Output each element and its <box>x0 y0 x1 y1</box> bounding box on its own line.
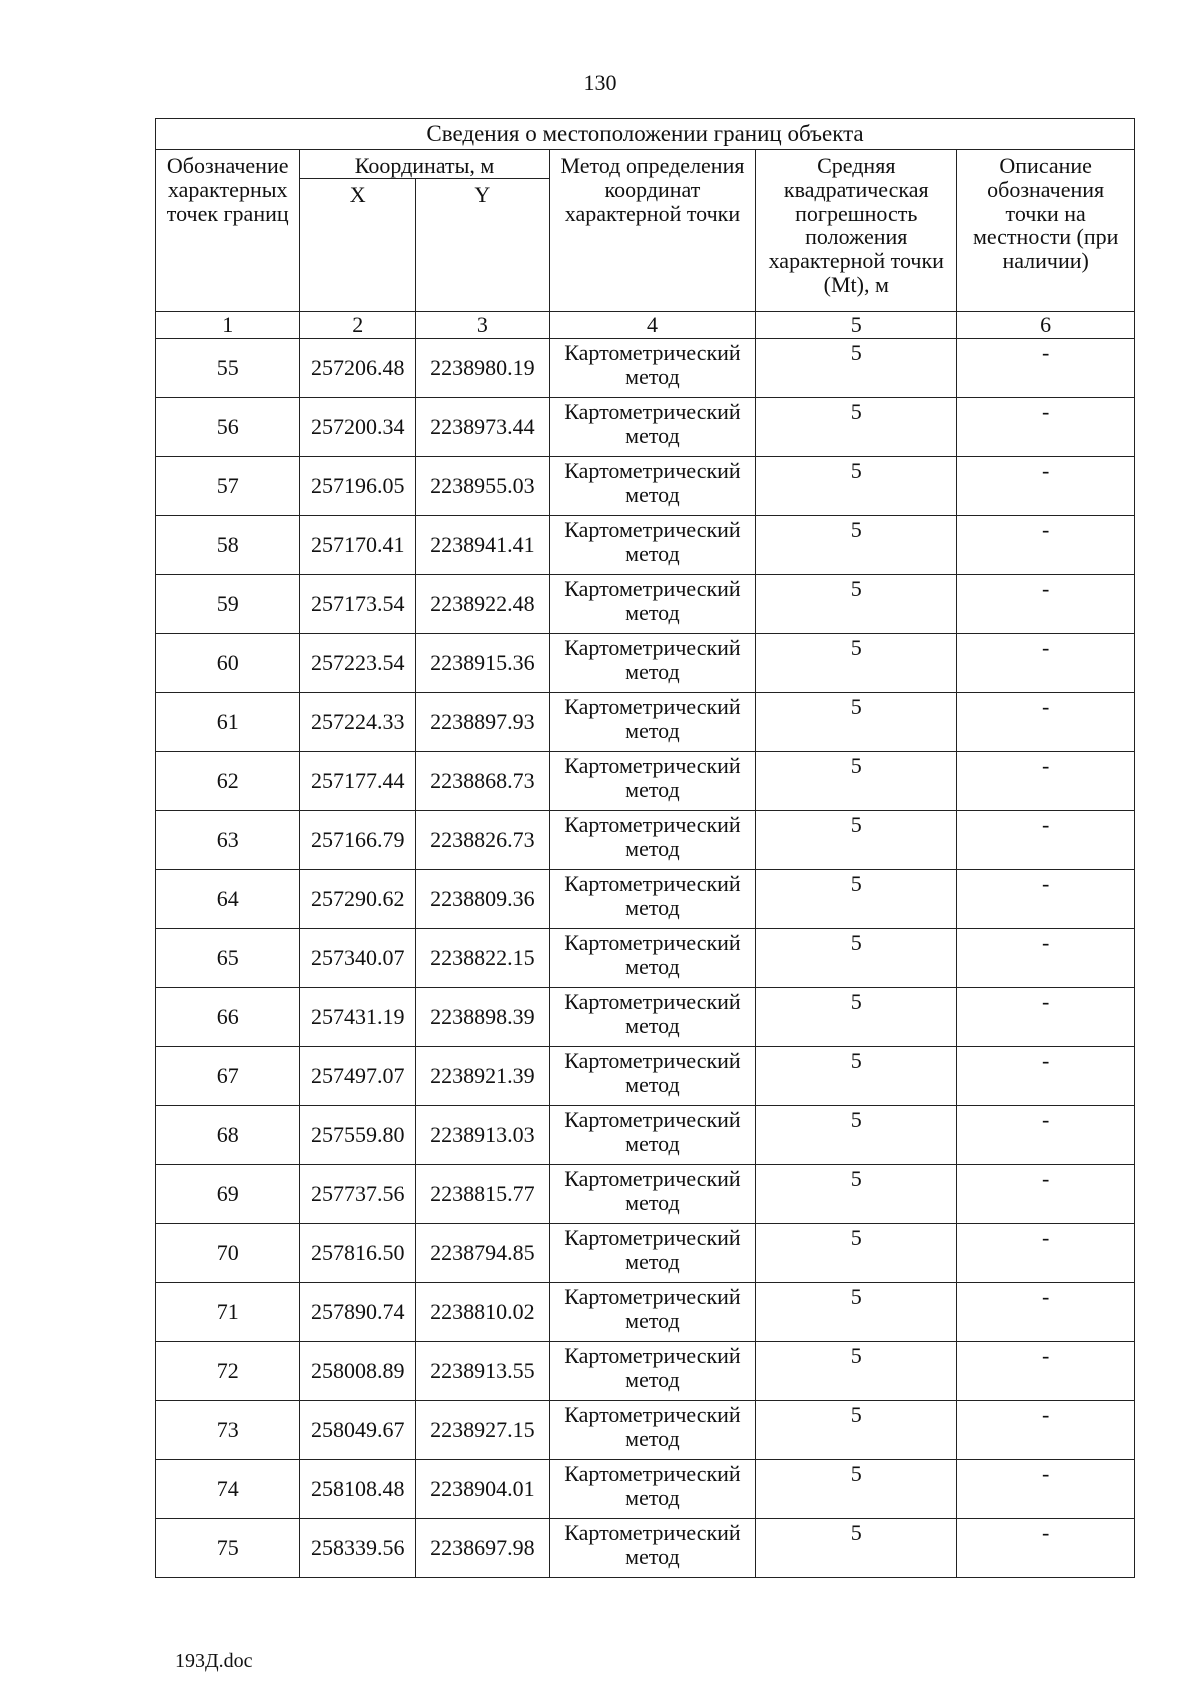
description-cell: - <box>957 338 1135 397</box>
method-line-1: Картометрический <box>564 1519 741 1545</box>
table-row <box>156 633 1135 692</box>
method-cell <box>549 1223 755 1282</box>
table-row <box>156 338 1135 397</box>
point-id-cell: 55 <box>156 338 300 397</box>
method-line-1: Картометрический <box>564 1342 741 1368</box>
method-line-2: метод <box>625 1543 680 1569</box>
table-title-text: Сведения о местоположении границ объекта <box>426 120 864 146</box>
method-line-2: метод <box>625 1484 680 1510</box>
table-title <box>156 119 1135 150</box>
description-cell: - <box>957 692 1135 751</box>
description-cell: - <box>957 810 1135 869</box>
mean-error-cell: 5 <box>756 574 957 633</box>
table-row <box>156 1518 1135 1577</box>
x-coordinate-cell: 257737.56 <box>300 1164 416 1223</box>
description-cell: - <box>957 751 1135 810</box>
table-row <box>156 1282 1135 1341</box>
header-coordinates: Координаты, м <box>300 150 549 179</box>
y-coordinate-cell: 2238697.98 <box>415 1518 549 1577</box>
footer-filename: 193Д.doc <box>175 1650 253 1672</box>
header-y <box>415 178 549 311</box>
mean-error-cell: 5 <box>756 1282 957 1341</box>
point-id-cell: 60 <box>156 633 300 692</box>
x-coordinate-cell: 257816.50 <box>300 1223 416 1282</box>
method-cell <box>549 338 755 397</box>
y-coordinate-cell: 2238904.01 <box>415 1459 549 1518</box>
mean-error-cell: 5 <box>756 397 957 456</box>
y-coordinate-cell: 2238794.85 <box>415 1223 549 1282</box>
method-line-2: метод <box>625 1248 680 1274</box>
description-cell: - <box>957 515 1135 574</box>
method-cell <box>549 869 755 928</box>
x-coordinate-cell: 257890.74 <box>300 1282 416 1341</box>
y-coordinate-cell: 2238973.44 <box>415 397 549 456</box>
point-id-cell: 59 <box>156 574 300 633</box>
x-coordinate-cell: 257290.62 <box>300 869 416 928</box>
method-cell <box>549 692 755 751</box>
column-number: 6 <box>957 311 1135 338</box>
y-coordinate-cell: 2238897.93 <box>415 692 549 751</box>
y-coordinate-cell: 2238809.36 <box>415 869 549 928</box>
header-x <box>300 178 416 311</box>
method-line-2: метод <box>625 658 680 684</box>
description-cell: - <box>957 1400 1135 1459</box>
y-coordinate-cell: 2238913.55 <box>415 1341 549 1400</box>
x-coordinate-cell: 257166.79 <box>300 810 416 869</box>
point-id-cell: 67 <box>156 1046 300 1105</box>
point-id-cell: 64 <box>156 869 300 928</box>
method-line-1: Картометрический <box>564 457 741 483</box>
mean-error-cell: 5 <box>756 1164 957 1223</box>
y-coordinate-cell: 2238980.19 <box>415 338 549 397</box>
mean-error-cell: 5 <box>756 692 957 751</box>
method-cell <box>549 987 755 1046</box>
method-line-2: метод <box>625 717 680 743</box>
x-coordinate-cell: 257559.80 <box>300 1105 416 1164</box>
description-cell: - <box>957 1164 1135 1223</box>
x-coordinate-cell: 257223.54 <box>300 633 416 692</box>
description-cell: - <box>957 456 1135 515</box>
point-id-cell: 57 <box>156 456 300 515</box>
x-coordinate-cell: 257196.05 <box>300 456 416 515</box>
y-coordinate-cell: 2238822.15 <box>415 928 549 987</box>
point-id-cell: 75 <box>156 1518 300 1577</box>
x-coordinate-cell: 257431.19 <box>300 987 416 1046</box>
x-coordinate-cell: 257224.33 <box>300 692 416 751</box>
y-coordinate-cell: 2238826.73 <box>415 810 549 869</box>
header-y-label: Y <box>474 181 491 207</box>
header-method: Метод определения координат характерной точки <box>549 150 755 312</box>
method-cell <box>549 810 755 869</box>
table-row <box>156 1164 1135 1223</box>
x-coordinate-cell: 257177.44 <box>300 751 416 810</box>
table-row <box>156 810 1135 869</box>
method-cell <box>549 1282 755 1341</box>
header-x-label: X <box>349 181 366 207</box>
y-coordinate-cell: 2238955.03 <box>415 456 549 515</box>
table-title-row <box>156 119 1135 150</box>
point-id-cell: 63 <box>156 810 300 869</box>
method-cell <box>549 1518 755 1577</box>
table-row <box>156 692 1135 751</box>
method-line-2: метод <box>625 776 680 802</box>
table-row <box>156 928 1135 987</box>
point-id-cell: 73 <box>156 1400 300 1459</box>
table-row <box>156 1459 1135 1518</box>
method-line-2: метод <box>625 422 680 448</box>
table-row <box>156 987 1135 1046</box>
method-line-2: метод <box>625 1012 680 1038</box>
point-id-cell: 62 <box>156 751 300 810</box>
page-number: 130 <box>583 70 617 95</box>
point-id-cell: 69 <box>156 1164 300 1223</box>
method-line-2: метод <box>625 481 680 507</box>
x-coordinate-cell: 257206.48 <box>300 338 416 397</box>
column-number: 2 <box>300 311 416 338</box>
method-cell <box>549 751 755 810</box>
method-cell <box>549 1105 755 1164</box>
point-id-cell: 65 <box>156 928 300 987</box>
method-cell <box>549 1341 755 1400</box>
point-id-cell: 58 <box>156 515 300 574</box>
y-coordinate-cell: 2238815.77 <box>415 1164 549 1223</box>
column-number: 1 <box>156 311 300 338</box>
point-id-cell: 72 <box>156 1341 300 1400</box>
mean-error-cell: 5 <box>756 515 957 574</box>
header-description: Описание обозначения точки на местности (при наличии) <box>957 150 1135 312</box>
method-line-1: Картометрический <box>564 339 741 365</box>
column-number: 3 <box>415 311 549 338</box>
method-line-2: метод <box>625 599 680 625</box>
mean-error-cell: 5 <box>756 1223 957 1282</box>
method-line-1: Картометрический <box>564 870 741 896</box>
x-coordinate-cell: 257340.07 <box>300 928 416 987</box>
point-id-cell: 71 <box>156 1282 300 1341</box>
table-row <box>156 1223 1135 1282</box>
mean-error-cell: 5 <box>756 1400 957 1459</box>
y-coordinate-cell: 2238898.39 <box>415 987 549 1046</box>
mean-error-cell: 5 <box>756 869 957 928</box>
method-line-1: Картометрический <box>564 398 741 424</box>
boundary-table-container <box>155 118 1135 1578</box>
table-row <box>156 397 1135 456</box>
y-coordinate-cell: 2238868.73 <box>415 751 549 810</box>
method-line-2: метод <box>625 894 680 920</box>
method-cell <box>549 1400 755 1459</box>
method-line-2: метод <box>625 363 680 389</box>
table-body <box>156 338 1135 1577</box>
x-coordinate-cell: 257173.54 <box>300 574 416 633</box>
method-cell <box>549 1164 755 1223</box>
table-row <box>156 1046 1135 1105</box>
mean-error-cell: 5 <box>756 928 957 987</box>
method-line-1: Картометрический <box>564 929 741 955</box>
y-coordinate-cell: 2238927.15 <box>415 1400 549 1459</box>
x-coordinate-cell: 258339.56 <box>300 1518 416 1577</box>
header-mean-error: Средняя квадратическая погрешность положения характерной точки (Mt), м <box>756 150 957 312</box>
description-cell: - <box>957 1223 1135 1282</box>
method-line-2: метод <box>625 1071 680 1097</box>
y-coordinate-cell: 2238810.02 <box>415 1282 549 1341</box>
table-row <box>156 1400 1135 1459</box>
table-row <box>156 1105 1135 1164</box>
method-line-1: Картометрический <box>564 1224 741 1250</box>
header-row-main <box>156 150 1135 179</box>
header-point-id: Обозначение характерных точек границ <box>156 150 300 312</box>
mean-error-cell: 5 <box>756 1518 957 1577</box>
table-header <box>156 119 1135 339</box>
mean-error-cell: 5 <box>756 456 957 515</box>
method-line-2: метод <box>625 540 680 566</box>
mean-error-cell: 5 <box>756 987 957 1046</box>
mean-error-cell: 5 <box>756 633 957 692</box>
method-line-1: Картометрический <box>564 811 741 837</box>
x-coordinate-cell: 257170.41 <box>300 515 416 574</box>
method-cell <box>549 1459 755 1518</box>
description-cell: - <box>957 1518 1135 1577</box>
method-line-1: Картометрический <box>564 516 741 542</box>
table-row <box>156 574 1135 633</box>
method-line-1: Картометрический <box>564 634 741 660</box>
point-id-cell: 70 <box>156 1223 300 1282</box>
method-line-1: Картометрический <box>564 1106 741 1132</box>
x-coordinate-cell: 257497.07 <box>300 1046 416 1105</box>
method-line-1: Картометрический <box>564 1047 741 1073</box>
x-coordinate-cell: 258008.89 <box>300 1341 416 1400</box>
y-coordinate-cell: 2238922.48 <box>415 574 549 633</box>
method-cell <box>549 633 755 692</box>
column-number: 4 <box>549 311 755 338</box>
column-number-row <box>156 311 1135 338</box>
mean-error-cell: 5 <box>756 1341 957 1400</box>
point-id-cell: 74 <box>156 1459 300 1518</box>
point-id-cell: 56 <box>156 397 300 456</box>
x-coordinate-cell: 258108.48 <box>300 1459 416 1518</box>
description-cell: - <box>957 397 1135 456</box>
method-line-2: метод <box>625 1307 680 1333</box>
mean-error-cell: 5 <box>756 751 957 810</box>
description-cell: - <box>957 1046 1135 1105</box>
y-coordinate-cell: 2238921.39 <box>415 1046 549 1105</box>
method-cell <box>549 456 755 515</box>
method-line-1: Картометрический <box>564 752 741 778</box>
method-line-1: Картометрический <box>564 575 741 601</box>
method-cell <box>549 397 755 456</box>
boundary-points-table <box>155 118 1135 1578</box>
method-line-2: метод <box>625 1189 680 1215</box>
method-line-2: метод <box>625 1425 680 1451</box>
y-coordinate-cell: 2238941.41 <box>415 515 549 574</box>
method-cell <box>549 515 755 574</box>
y-coordinate-cell: 2238915.36 <box>415 633 549 692</box>
method-line-1: Картометрический <box>564 1165 741 1191</box>
method-cell <box>549 1046 755 1105</box>
method-line-1: Картометрический <box>564 1283 741 1309</box>
method-cell <box>549 928 755 987</box>
method-line-2: метод <box>625 953 680 979</box>
mean-error-cell: 5 <box>756 810 957 869</box>
table-row <box>156 751 1135 810</box>
description-cell: - <box>957 1282 1135 1341</box>
table-row <box>156 1341 1135 1400</box>
method-line-2: метод <box>625 835 680 861</box>
description-cell: - <box>957 1341 1135 1400</box>
description-cell: - <box>957 633 1135 692</box>
description-cell: - <box>957 1459 1135 1518</box>
description-cell: - <box>957 987 1135 1046</box>
table-row <box>156 869 1135 928</box>
method-line-2: метод <box>625 1366 680 1392</box>
method-line-1: Картометрический <box>564 693 741 719</box>
method-line-1: Картометрический <box>564 1460 741 1486</box>
x-coordinate-cell: 257200.34 <box>300 397 416 456</box>
point-id-cell: 66 <box>156 987 300 1046</box>
method-cell <box>549 574 755 633</box>
description-cell: - <box>957 574 1135 633</box>
column-number: 5 <box>756 311 957 338</box>
table-row <box>156 456 1135 515</box>
mean-error-cell: 5 <box>756 1046 957 1105</box>
method-line-1: Картометрический <box>564 1401 741 1427</box>
mean-error-cell: 5 <box>756 1105 957 1164</box>
mean-error-cell: 5 <box>756 338 957 397</box>
x-coordinate-cell: 258049.67 <box>300 1400 416 1459</box>
description-cell: - <box>957 869 1135 928</box>
y-coordinate-cell: 2238913.03 <box>415 1105 549 1164</box>
description-cell: - <box>957 1105 1135 1164</box>
table-row <box>156 515 1135 574</box>
point-id-cell: 61 <box>156 692 300 751</box>
method-line-2: метод <box>625 1130 680 1156</box>
description-cell: - <box>957 928 1135 987</box>
mean-error-cell: 5 <box>756 1459 957 1518</box>
method-line-1: Картометрический <box>564 988 741 1014</box>
point-id-cell: 68 <box>156 1105 300 1164</box>
